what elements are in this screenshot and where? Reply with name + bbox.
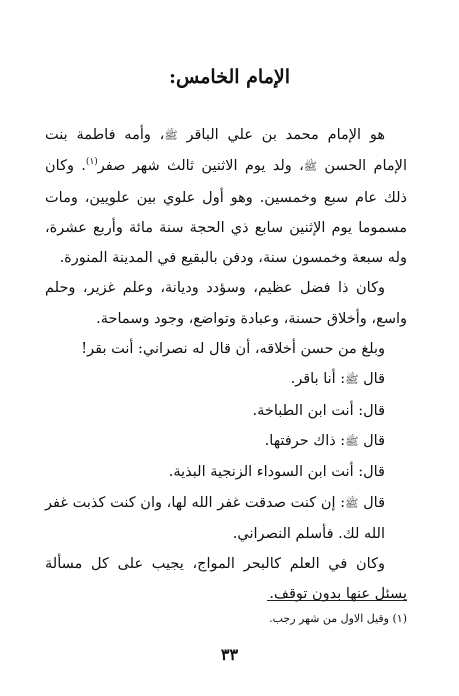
- blessing-mark: ﷺ: [164, 129, 178, 142]
- footnote: (١) وقيل الاول من شهر رجب.: [269, 612, 407, 625]
- paragraph-anecdote: وبلغ من حسن أخلاقه، أن قال له نصراني: أنت بقر!: [81, 341, 385, 358]
- text-segment: ، وأمه فاطمة بنت الإمام الحسن: [45, 127, 407, 175]
- dialog-line: [45, 488, 407, 550]
- main-text: [45, 120, 407, 610]
- dialog-text: : ذاك حرفتها.: [264, 432, 346, 449]
- blessing-mark: ﷺ: [303, 160, 318, 174]
- paragraph-virtues: وكان ذا فضل عظيم، وسؤدد وديانة، وعلم غزير، وحلم واسع، وأخلاق حسنة، وعبادة وتواضع، وجود وسماحة.: [45, 280, 407, 327]
- footnote-reference[interactable]: (١): [85, 157, 98, 168]
- dialog-line: [45, 364, 407, 395]
- blessing-mark: ﷺ: [345, 373, 359, 387]
- blessing-mark: ﷺ: [345, 434, 359, 448]
- dialog-text: : أنا باقر.: [290, 371, 346, 388]
- text-segment: . وكان ذلك عام سبع وخمسين. وهو أول علوي بين علويين، ومات مسموما يوم الإثنين سابع ذي الحجة سنة مائة وأربع عشرة، وله سبعة وخمسون سنة، ودفن بالبقيع في المدينة المنورة.: [45, 158, 407, 267]
- blessing-mark: ﷺ: [345, 496, 359, 510]
- dialog-line: [45, 426, 407, 457]
- dialog-text: : إن كنت صدقت غفر الله لها، وان كنت كذبت غفر الله لك. فأسلم النصراني.: [45, 494, 385, 542]
- text-segment: هو الإمام محمد بن علي الباقر: [186, 127, 385, 143]
- dialog-text: قال: أنت ابن السوداء الزنجية البذية.: [168, 464, 385, 481]
- dialog-speaker: قال: [363, 432, 385, 449]
- paragraph-biography: [45, 120, 407, 273]
- text-segment: ، ولد يوم الاثنين ثالث شهر صفر: [97, 158, 304, 175]
- paragraph-closing: وكان في العلم كالبحر المواج، يجيب على كل مسألة يسئل عنها بدون توقف.: [45, 556, 407, 603]
- dialog-line: [45, 457, 407, 487]
- dialog-text: قال: أنت ابن الطباخة.: [252, 402, 385, 419]
- dialog-line: [45, 396, 407, 426]
- footnote-separator: [267, 600, 407, 601]
- dialog-speaker: قال: [363, 371, 385, 388]
- page-number: ٣٣: [220, 645, 239, 664]
- chapter-title: الإمام الخامس:: [169, 66, 290, 88]
- dialog-speaker: قال: [363, 494, 386, 511]
